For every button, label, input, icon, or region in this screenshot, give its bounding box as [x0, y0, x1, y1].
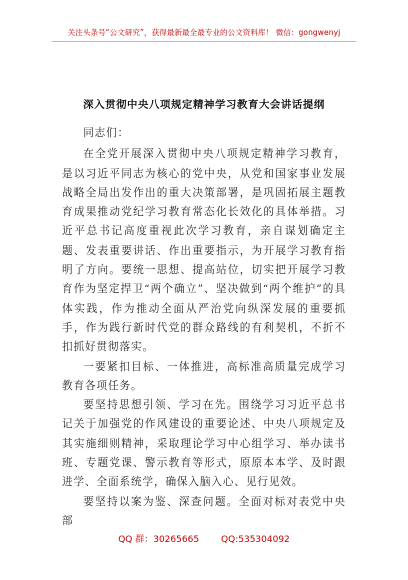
document-title: 深入贯彻中央八项规定精神学习教育大会讲话提纲: [83, 99, 325, 111]
body-paragraph: 要坚持思想引领、学习在先。围绕学习习近平总书记关于加强党的作风建设的重要论述、中央八项规定及其实施细则精神，采取理论学习中心组学习、举办读书班、专题党课、警示教育等形式，原原本本学、及时跟进学、全面系统学，确保入脑入心、见行见效。: [62, 399, 346, 489]
header-divider: [52, 41, 356, 42]
body-paragraph: 要坚持以案为鉴、深查问题。全面对标对表党中央部: [62, 495, 346, 527]
header-banner: 关注头条号“公文研究”，获得最新最全最专业的公文资料库！ 微信：gongwenyj: [67, 28, 341, 37]
footer-contact: [0, 532, 408, 545]
body-paragraph: 在全党开展深入贯彻中央八项规定精神学习教育，是以习近平同志为核心的党中央，从党和国家事业发展战略全局出发作出的重大决策部署，是巩固拓展主题教育成果推动党纪学习教育常态化长效化的具体举措。习近平总书记高度重视此次学习教育，亲自谋划确定主题、发表重要讲话、作出重要指示，为开展学习教育指明了方向。要统一思想、提高站位，切实把开展学习教育作为坚定捍卫“两个确立”、坚决做到“两个维护”的具体实践，作为推动全面从严治党向纵深发展的重要抓手，作为践行新时代党的群众路线的有利契机，不折不扣抓好贯彻落实。: [62, 148, 346, 354]
footer-qq-group: QQ 群：30265665: [118, 535, 200, 545]
footer-qq: QQ:535304092: [221, 535, 290, 545]
body-paragraph: 一要紧扣目标、一体推进，高标准高质量完成学习教育各项任务。: [62, 360, 346, 392]
greeting: 同志们：: [83, 127, 130, 139]
document-body: [62, 124, 346, 531]
